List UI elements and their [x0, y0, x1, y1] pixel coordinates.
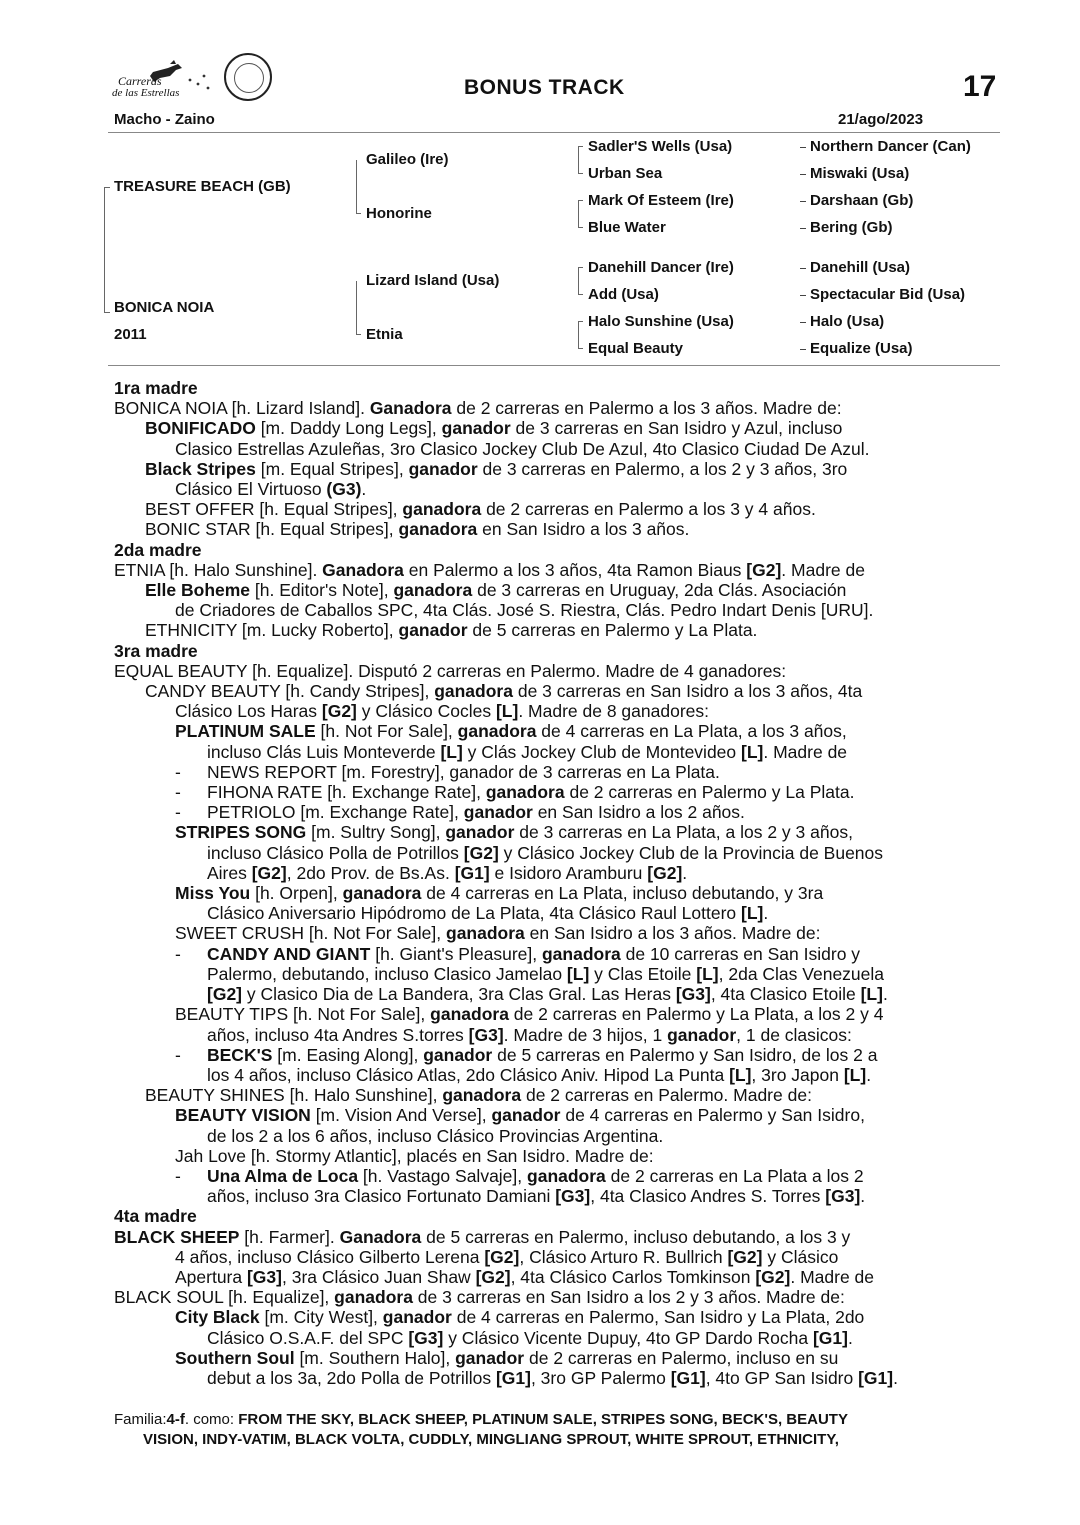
text-run: Jah Love [h. Stormy Atlantic], placés en San Isidro. Madre de:: [175, 1145, 654, 1166]
bold-text: [L]: [729, 1064, 752, 1085]
text-run: , 3ro Japon: [751, 1064, 844, 1085]
female-family-text: [114, 378, 1004, 1388]
text-line: [114, 1267, 1004, 1287]
dam-name: BONICA NOIA: [114, 299, 215, 316]
text-run: 4 años, incluso Clásico Gilberto Lerena: [175, 1246, 485, 1267]
text-line: [114, 1004, 1004, 1024]
bold-text: ganadora: [527, 1165, 606, 1186]
text-line: [114, 620, 1004, 640]
list-dash: -: [175, 761, 181, 782]
text-run: Apertura: [175, 1266, 247, 1287]
g3-2: Urban Sea: [588, 165, 663, 182]
list-dash: -: [175, 802, 181, 823]
text-run: EQUAL BEAUTY [h. Equalize]. Disputó 2 carreras en Palermo. Madre de 4 ganadores:: [114, 660, 787, 681]
bold-text: [G1]: [858, 1367, 894, 1388]
text-line: [114, 721, 1004, 741]
text-line: [114, 1065, 1004, 1085]
text-run: y Clasico Dia de La Bandera, 3ra Clas Gral. Las Heras: [242, 984, 676, 1005]
bold-text: [G3]: [468, 1024, 504, 1045]
text-run: y Clas Etoile: [589, 963, 697, 984]
logo-text-line-1: Carreras: [118, 74, 162, 88]
text-line: [114, 984, 1004, 1004]
bold-text: [G2]: [251, 862, 287, 883]
text-run: de 4 carreras en La Plata, a los 3 años,: [536, 721, 847, 742]
text-run: SWEET CRUSH [h. Not For Sale],: [175, 923, 446, 944]
bold-text: [G2]: [746, 559, 782, 580]
g2-dam-sire: Lizard Island (Usa): [366, 272, 500, 289]
breeders-cup-seal: [224, 53, 272, 101]
text-run: [h. Giant's Pleasure],: [370, 943, 542, 964]
text-line: [114, 1126, 1004, 1146]
text-run: [h. Farmer].: [239, 1226, 340, 1247]
text-line: [114, 1287, 1004, 1307]
bold-text: BEAUTY VISION: [175, 1105, 311, 1126]
text-run: de 5 carreras en Palermo y San Isidro, de los 2 a: [492, 1044, 878, 1065]
family-line-1: FROM THE SKY, BLACK SHEEP, PLATINUM SALE, STRIPES SONG, BECK'S, BEAUTY: [238, 1411, 848, 1428]
bold-text: ganador: [441, 418, 511, 439]
bold-text: Ganadora: [322, 559, 404, 580]
bold-text: Una Alma de Loca: [207, 1165, 359, 1186]
text-run: y Clásico Vicente Dupuy, 4to GP Dardo Rocha: [443, 1327, 813, 1348]
text-run: incluso Clás Luis Monteverde: [207, 741, 441, 762]
text-run: Clásico O.S.A.F. del SPC: [207, 1327, 409, 1348]
text-run: [h. Vastago Salvaje],: [358, 1165, 528, 1186]
g3-7: Halo Sunshine (Usa): [588, 313, 734, 330]
text-run: , 2do Prov. de Bs.As.: [286, 862, 455, 883]
text-line: [114, 1085, 1004, 1105]
text-line: [114, 681, 1004, 701]
logo-text-line-2: de las Estrellas: [112, 87, 180, 99]
text-run: de Criadores de Caballos SPC, 4ta Clás. José S. Riestra, Clás. Pedro Indart Denis [URU].: [175, 600, 874, 621]
text-run: de 2 carreras en Palermo y La Plata.: [564, 782, 855, 803]
text-run: , 4to GP San Isidro: [705, 1367, 859, 1388]
text-run: .: [860, 1186, 866, 1207]
bold-text: Black Stripes: [145, 458, 256, 479]
text-run: .: [893, 1367, 898, 1388]
text-line: [114, 701, 1004, 721]
text-run: BONIC STAR [h. Equal Stripes],: [145, 519, 399, 540]
g2-dam-dam: Etnia: [366, 326, 403, 343]
bold-text: Ganadora: [339, 1226, 422, 1247]
text-run: de 2 carreras en Palermo, incluso en su: [524, 1347, 839, 1368]
bold-text: [G2]: [484, 1246, 520, 1267]
text-run: [m. Southern Halo],: [294, 1347, 456, 1368]
text-run: , 2da Clas Venezuela: [718, 963, 885, 984]
text-line: [114, 742, 1004, 762]
text-run: años, incluso 3ra Clasico Fortunato Damiani: [207, 1186, 556, 1207]
text-line: [114, 923, 1004, 943]
bold-text: ganadora: [342, 883, 422, 904]
list-dash: -: [175, 1165, 181, 1186]
sire-name: TREASURE BEACH (GB): [114, 178, 291, 195]
bold-text: ganadora: [393, 580, 473, 601]
text-run: de 3 carreras en Uruguay, 2da Clás. Asociación: [472, 580, 847, 601]
bold-text: ganadora: [541, 943, 621, 964]
text-run: [m. Equal Stripes],: [255, 458, 409, 479]
bold-text: [L]: [741, 903, 764, 924]
text-run: [m. Easing Along],: [272, 1044, 424, 1065]
bold-text: Southern Soul: [175, 1347, 295, 1368]
text-line: [114, 479, 1004, 499]
text-run: en San Isidro a los 2 años.: [532, 802, 745, 823]
g3-3: Mark Of Esteem (Ire): [588, 192, 734, 209]
text-run: PETRIOLO [m. Exchange Rate],: [207, 802, 464, 823]
bold-text: [G2]: [647, 862, 683, 883]
bold-text: [G2]: [207, 984, 242, 1005]
text-run: [m. Sultry Song],: [306, 822, 446, 843]
list-dash: -: [175, 782, 181, 803]
bold-text: [G3]: [408, 1327, 444, 1348]
text-line: [114, 398, 1004, 418]
text-run: y Clásico Cocles: [356, 701, 496, 722]
text-line: [114, 903, 1004, 923]
text-run: de 2 carreras en Palermo a los 3 años. Madre de:: [451, 398, 842, 419]
list-dash: -: [175, 943, 181, 964]
text-line: [114, 1328, 1004, 1348]
bold-text: Miss You: [175, 883, 251, 904]
text-run: y Clásico Jockey Club de la Provincia de Buenos: [498, 842, 884, 863]
text-run: BLACK SOUL [h. Equalize],: [114, 1287, 335, 1308]
g4-6: Spectacular Bid (Usa): [810, 286, 966, 303]
text-line: [114, 459, 1004, 479]
text-line: [114, 802, 1004, 822]
bold-text: ganadora: [430, 1004, 509, 1025]
g3-5: Danehill Dancer (Ire): [588, 259, 734, 276]
bold-text: [G1]: [812, 1327, 848, 1348]
family-como: . como:: [184, 1411, 239, 1428]
text-run: Clásico Los Haras: [175, 701, 322, 722]
bold-text: 2da madre: [114, 539, 202, 560]
text-run: de 5 carreras en Palermo y La Plata.: [467, 620, 758, 641]
text-run: de 2 carreras en Palermo y La Plata, a los 2 y 4: [508, 1004, 884, 1025]
text-run: , 3ro GP Palermo: [530, 1367, 671, 1388]
text-run: de 3 carreras en San Isidro y Azul, incluso: [510, 418, 843, 439]
text-run: Aires: [207, 862, 252, 883]
text-run: [m. Vision And Verse],: [310, 1105, 492, 1126]
text-run: de 3 carreras en San Isidro a los 2 y 3 años. Madre de:: [412, 1287, 845, 1308]
text-line: [114, 418, 1004, 438]
carreras-logo: [108, 60, 218, 100]
bold-text: ganadora: [434, 681, 513, 702]
text-line: [114, 1186, 1004, 1206]
text-run: .: [866, 1064, 872, 1085]
text-run: , 3ra Clásico Juan Shaw: [281, 1266, 476, 1287]
text-line: [114, 600, 1004, 620]
text-run: Clásico El Virtuoso: [175, 479, 327, 500]
text-run: NEWS REPORT [m. Forestry], ganador de 3 carreras en La Plata.: [207, 761, 720, 782]
page-number: 17: [963, 70, 997, 103]
g4-8: Equalize (Usa): [810, 340, 913, 357]
list-dash: -: [175, 1044, 181, 1065]
text-run: Clasico Estrellas Azuleñas, 3ro Clasico Jockey Club De Azul, 4to Clasico Ciudad De Azul.: [175, 438, 870, 459]
bold-text: CANDY AND GIANT: [207, 943, 371, 964]
text-run: [h. Not For Sale],: [315, 721, 458, 742]
bold-text: ganadora: [334, 1287, 413, 1308]
bold-text: Ganadora: [369, 398, 452, 419]
date: 21/ago/2023: [838, 111, 924, 128]
text-run: BONICA NOIA [h. Lizard Island].: [114, 398, 370, 419]
bold-text: ganador: [445, 822, 515, 843]
bold-text: Elle Boheme: [145, 580, 251, 601]
text-line: [114, 439, 1004, 459]
section-heading: [114, 1206, 1004, 1226]
text-line: [114, 499, 1004, 519]
text-run: los 4 años, incluso Clásico Atlas, 2do Clásico Aniv. Hipod La Punta: [207, 1064, 730, 1085]
sex-color: Macho - Zaino: [114, 111, 215, 128]
text-run: [h. Editor's Note],: [250, 580, 394, 601]
g2-sire-dam: Honorine: [366, 205, 432, 222]
bold-text: ganadora: [457, 721, 537, 742]
text-run: , Clásico Arturo R. Bullrich: [519, 1246, 728, 1267]
text-run: CANDY BEAUTY [h. Candy Stripes],: [145, 681, 435, 702]
text-run: BEAUTY SHINES [h. Halo Sunshine],: [145, 1085, 443, 1106]
bold-text: ganador: [491, 1105, 561, 1126]
bold-text: (G3): [326, 479, 362, 500]
bold-text: [L]: [696, 963, 719, 984]
bold-text: [L]: [495, 701, 519, 722]
text-run: .: [882, 984, 888, 1005]
text-line: [114, 1146, 1004, 1166]
text-line: [114, 1105, 1004, 1125]
text-run: , 4ta Clasico Etoile: [710, 984, 861, 1005]
bold-text: [L]: [843, 1064, 867, 1085]
bold-text: City Black: [175, 1307, 260, 1328]
text-run: BEST OFFER [h. Equal Stripes],: [145, 499, 403, 520]
bold-text: ganadora: [402, 499, 482, 520]
text-line: [114, 1348, 1004, 1368]
text-run: de 2 carreras en La Plata a los 2: [605, 1165, 864, 1186]
text-line: [114, 519, 1004, 539]
bold-text: 4ta madre: [114, 1206, 197, 1227]
text-line: [114, 883, 1004, 903]
section-heading: [114, 540, 1004, 560]
family-label: Familia:: [114, 1411, 167, 1428]
bold-text: [L]: [741, 741, 764, 762]
bold-text: BLACK SHEEP: [114, 1226, 240, 1247]
bold-text: [G1]: [495, 1367, 531, 1388]
text-line: [114, 822, 1004, 842]
text-run: años, incluso 4ta Andres S.torres: [207, 1024, 469, 1045]
bold-text: [G2]: [463, 842, 499, 863]
text-run: , 1 de clasicos:: [736, 1024, 852, 1045]
text-run: [m. City West],: [259, 1307, 383, 1328]
text-line: [114, 661, 1004, 681]
bold-text: ganador: [408, 458, 478, 479]
bold-text: 1ra madre: [114, 378, 198, 398]
text-run: . Madre de: [790, 1266, 874, 1287]
g3-1: Sadler'S Wells (Usa): [588, 138, 733, 155]
bold-text: ganador: [463, 802, 533, 823]
g4-4: Bering (Gb): [810, 219, 893, 236]
text-run: [m. Daddy Long Legs],: [255, 418, 442, 439]
text-line: [114, 762, 1004, 782]
bold-text: ganadora: [485, 782, 565, 803]
g4-2: Miswaki (Usa): [810, 165, 910, 182]
page-title: BONUS TRACK: [464, 76, 625, 99]
g4-3: Darshaan (Gb): [810, 192, 914, 209]
text-line: [114, 843, 1004, 863]
bold-text: BONIFICADO: [145, 418, 256, 439]
text-line: [114, 1247, 1004, 1267]
bold-text: [G1]: [670, 1367, 706, 1388]
text-run: de 5 carreras en Palermo, incluso debutando, a los 3 y: [421, 1226, 851, 1247]
text-line: [114, 782, 1004, 802]
g3-4: Blue Water: [588, 219, 666, 236]
text-line: [114, 863, 1004, 883]
bold-text: STRIPES SONG: [175, 822, 307, 843]
bold-text: [G2]: [475, 1266, 511, 1287]
text-run: de 3 carreras en La Plata, a los 2 y 3 años,: [514, 822, 853, 843]
pedigree-rule: [108, 365, 1000, 366]
bold-text: ganador: [667, 1024, 737, 1045]
text-run: . Madre de 3 hijos, 1: [503, 1024, 668, 1045]
text-line: [114, 1045, 1004, 1065]
bold-text: ganadora: [446, 923, 525, 944]
text-run: , 4ta Clasico Andres S. Torres: [590, 1186, 826, 1207]
text-run: de 10 carreras en San Isidro y: [620, 943, 861, 964]
text-run: y Clásico: [762, 1246, 839, 1267]
text-line: [114, 560, 1004, 580]
text-run: . Madre de 8 ganadores:: [518, 701, 709, 722]
bold-text: [G3]: [675, 984, 711, 1005]
bold-text: ganador: [382, 1307, 452, 1328]
text-run: Clásico Aniversario Hipódromo de La Plata, 4ta Clásico Raul Lottero: [207, 903, 742, 924]
section-heading: [114, 378, 1004, 398]
text-run: .: [361, 479, 367, 500]
g4-7: Halo (Usa): [810, 313, 885, 330]
text-run: . Madre de: [763, 741, 848, 762]
bold-text: [L]: [860, 984, 883, 1005]
family-line-2: VISION, INDY-VATIM, BLACK VOLTA, CUDDLY, MINGLIANG SPROUT, WHITE SPROUT, ETHNICITY,: [143, 1431, 839, 1448]
text-run: . Madre de: [781, 559, 865, 580]
bold-text: [G2]: [755, 1266, 791, 1287]
bold-text: [G2]: [727, 1246, 763, 1267]
text-run: en Palermo a los 3 años, 4ta Ramon Biaus: [403, 559, 747, 580]
bold-text: [L]: [566, 963, 590, 984]
g3-8: Equal Beauty: [588, 340, 684, 357]
text-run: de 4 carreras en Palermo, San Isidro y La Plata, 2do: [451, 1307, 865, 1328]
bold-text: PLATINUM SALE: [175, 721, 316, 742]
section-heading: [114, 641, 1004, 661]
bold-text: ganadora: [442, 1085, 522, 1106]
g3-6: Add (Usa): [588, 286, 659, 303]
text-run: [h. Orpen],: [250, 883, 343, 904]
text-run: debut a los 3a, 2do Polla de Potrillos: [207, 1367, 496, 1388]
bold-text: ganador: [455, 1347, 525, 1368]
text-line: [114, 964, 1004, 984]
text-run: en San Isidro a los 3 años.: [477, 519, 690, 540]
bold-text: BECK'S: [207, 1044, 273, 1065]
bold-text: [G3]: [825, 1186, 861, 1207]
text-line: [114, 580, 1004, 600]
text-run: en San Isidro a los 3 años. Madre de:: [524, 923, 821, 944]
text-run: .: [763, 903, 769, 924]
text-run: de 2 carreras en Palermo. Madre de:: [521, 1085, 812, 1106]
text-run: .: [847, 1327, 853, 1348]
text-run: Palermo, debutando, incluso Clasico Jamelao: [207, 963, 567, 984]
text-run: ETNIA [h. Halo Sunshine].: [114, 559, 323, 580]
family-footer: [114, 1410, 848, 1450]
header-rule: [108, 132, 1000, 133]
bold-text: [G1]: [454, 862, 490, 883]
bold-text: [G3]: [555, 1186, 591, 1207]
text-run: de 3 carreras en San Isidro a los 3 años, 4ta: [512, 681, 863, 702]
text-run: BEAUTY TIPS [h. Not For Sale],: [175, 1004, 431, 1025]
text-run: FIHONA RATE [h. Exchange Rate],: [207, 782, 486, 803]
g2-sire-sire: Galileo (Ire): [366, 151, 449, 168]
text-line: [114, 1307, 1004, 1327]
family-code: 4-f: [166, 1411, 185, 1428]
text-line: [114, 1368, 1004, 1388]
bold-text: [G2]: [321, 701, 357, 722]
text-line: [114, 944, 1004, 964]
bold-text: ganador: [423, 1044, 493, 1065]
bold-text: [L]: [440, 741, 463, 762]
bold-text: ganadora: [398, 519, 478, 540]
text-run: de 4 carreras en Palermo y San Isidro,: [560, 1105, 865, 1126]
text-run: .: [682, 862, 688, 883]
text-line: [114, 1025, 1004, 1045]
text-run: ETHNICITY [m. Lucky Roberto],: [145, 620, 399, 641]
text-line: [114, 1166, 1004, 1186]
g4-5: Danehill (Usa): [810, 259, 911, 276]
bold-text: [G3]: [246, 1266, 282, 1287]
text-run: y Clás Jockey Club de Montevideo: [462, 741, 742, 762]
text-line: [114, 1227, 1004, 1247]
text-run: de los 2 a los 6 años, incluso Clásico Provincias Argentina.: [207, 1125, 664, 1146]
text-run: de 3 carreras en Palermo, a los 2 y 3 años, 3ro: [477, 458, 848, 479]
text-run: de 2 carreras en Palermo a los 3 y 4 años.: [481, 499, 816, 520]
text-run: de 4 carreras en La Plata, incluso debutando, y 3ra: [421, 883, 824, 904]
text-run: e Isidoro Aramburu: [489, 862, 648, 883]
text-run: , 4ta Clásico Carlos Tomkinson: [510, 1266, 756, 1287]
dam-year: 2011: [114, 326, 147, 343]
text-run: incluso Clásico Polla de Potrillos: [207, 842, 464, 863]
g4-1: Northern Dancer (Can): [810, 138, 971, 155]
bold-text: 3ra madre: [114, 640, 198, 661]
bold-text: ganador: [398, 620, 468, 641]
